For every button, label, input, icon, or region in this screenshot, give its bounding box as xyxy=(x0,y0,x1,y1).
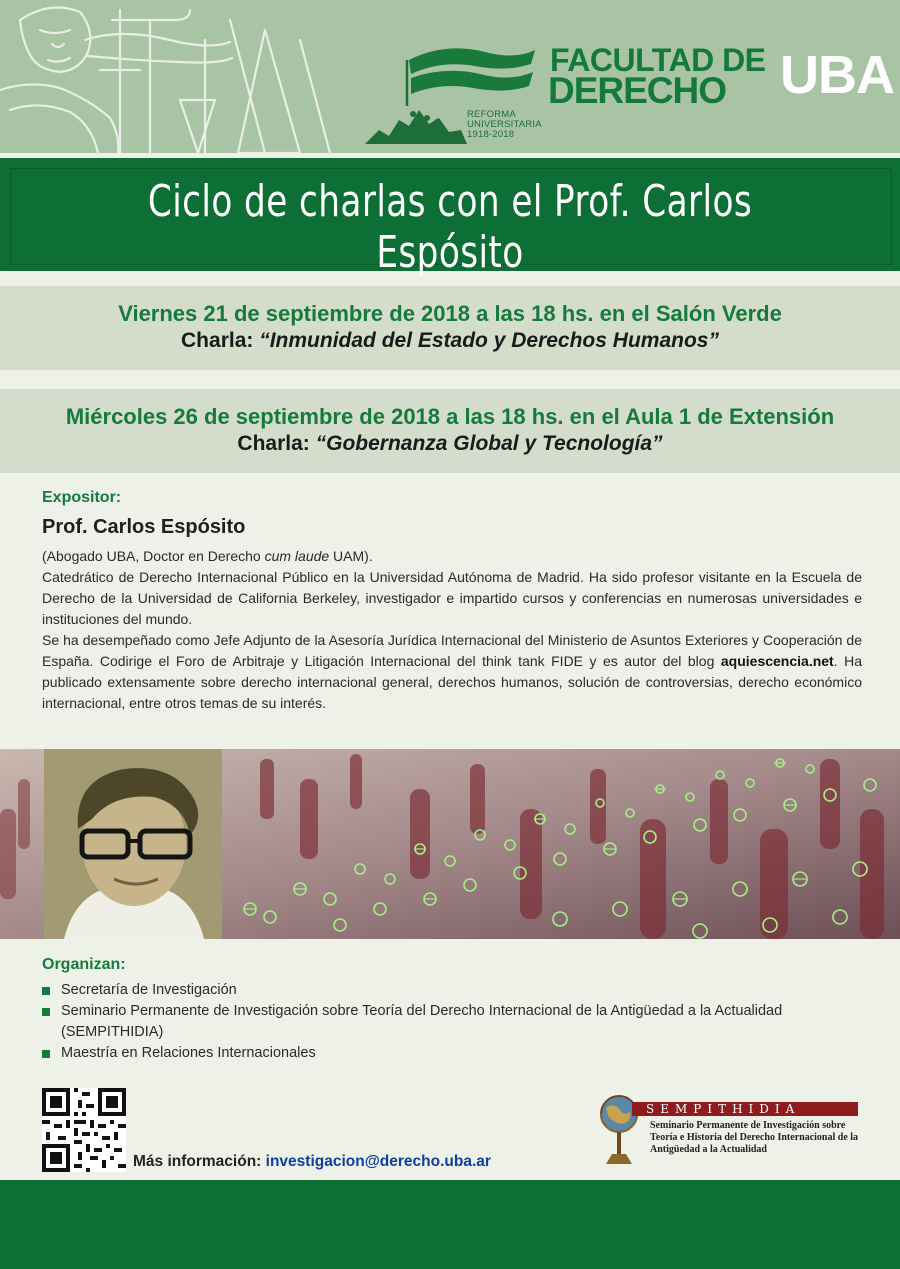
talk-2-title xyxy=(0,431,900,457)
bullet-square-icon xyxy=(42,1050,50,1058)
header xyxy=(0,0,900,153)
expositor-bio xyxy=(42,546,862,714)
credentials-pre: (Abogado UBA, Doctor en Derecho xyxy=(42,548,265,564)
talk-2-band xyxy=(0,389,900,473)
title-band xyxy=(0,158,900,278)
blog-link[interactable]: aquiescencia.net xyxy=(720,653,834,669)
credentials-italic: cum laude xyxy=(264,548,330,564)
talk-2-name: “Gobernanza Global y Tecnología” xyxy=(315,432,663,455)
bullet-square-icon xyxy=(42,1008,50,1016)
uba-logo-text: UBA xyxy=(780,45,894,105)
reforma-line-1: REFORMA xyxy=(467,109,516,120)
page-title: Ciclo de charlas con el Prof. Carlos Espósito xyxy=(147,176,753,278)
faculty-name-line-1: FACULTAD DE xyxy=(550,42,766,78)
justice-figure-illustration xyxy=(0,0,360,153)
bio-paragraph-2-start: Se ha desempeñado como Jefe Adjunto de la Asesoría Jurídica Internacional del Ministerio de Asuntos Exteriores y Cooperación de España. Codirige el Foro de Arbitraje y Litigación Internacional del think tank FIDE y es autor del blog xyxy=(42,632,862,669)
bullet-square-icon xyxy=(42,987,50,995)
organizer-text: Secretaría de Investigación xyxy=(61,982,237,998)
sempithidia-logo xyxy=(594,1090,864,1170)
organizer-item xyxy=(42,1001,872,1043)
talk-2-date: Miércoles 26 de septiembre de 2018 a las 18 hs. en el Aula 1 de Extensión xyxy=(65,404,835,429)
organizer-item xyxy=(42,1043,872,1064)
reforma-line-2: UNIVERSITARIA xyxy=(467,119,542,130)
expositor-name: Prof. Carlos Espósito xyxy=(42,516,246,538)
photo-strip xyxy=(0,749,900,939)
footer-bar xyxy=(0,1180,900,1269)
reforma-caption xyxy=(467,110,542,140)
talk-2-prefix: Charla: xyxy=(237,432,316,455)
talk-1-band xyxy=(0,286,900,370)
speaker-photo xyxy=(44,749,222,939)
sempithidia-banner xyxy=(632,1102,858,1116)
organizer-text: Maestría en Relaciones Internacionales xyxy=(61,1045,316,1061)
organizer-text: Seminario Permanente de Investigación sobre Teoría del Derecho Internacional de la Antigüedad a la Actualidad (SEMPITHIDIA) xyxy=(61,1003,783,1040)
qr-code[interactable] xyxy=(42,1088,126,1172)
contact-label: Más información: xyxy=(133,1153,266,1170)
bio-paragraph-2-end: . Ha publicado extensamente sobre derecho internacional general, derechos humanos, solución de controversias, derecho económico internacional, entre otros temas de su interés. xyxy=(42,653,862,711)
talk-1-date: Viernes 21 de septiembre de 2018 a las 18 hs. en el Salón Verde xyxy=(118,301,782,326)
credentials xyxy=(42,546,862,567)
talk-1-title xyxy=(0,328,900,354)
bio-paragraph-1: Catedrático de Derecho Internacional Público en la Universidad Autónoma de Madrid. Ha sido profesor visitante en la Escuela de Derecho de la Universidad de California Berkeley, investigador e impartido cursos y conferencias en numerosas universidades e instituciones del mundo. xyxy=(42,569,862,627)
speaker-portrait xyxy=(44,749,222,939)
credentials-post: UAM). xyxy=(329,548,373,564)
contact-email-link[interactable]: investigacion@derecho.uba.ar xyxy=(265,1153,491,1170)
bio-paragraph-2 xyxy=(42,630,862,714)
sempithidia-name: SEMPITHIDIA xyxy=(646,1102,801,1116)
talk-1-name: “Inmunidad del Estado y Derechos Humanos” xyxy=(259,329,719,352)
faculty-name-line-2: DERECHO xyxy=(548,70,727,111)
organizers-label: Organizan: xyxy=(42,956,126,973)
organizer-item xyxy=(42,980,872,1001)
contact-line xyxy=(133,1153,491,1171)
expositor-label: Expositor: xyxy=(42,489,122,506)
sempithidia-description: Seminario Permanente de Investigación sobre Teoría e Historia del Derecho Internacional de la Antigüedad a la Actualidad xyxy=(650,1120,859,1155)
reforma-years: 1918-2018 xyxy=(467,129,515,140)
organizers-list xyxy=(42,980,872,1064)
talk-1-prefix: Charla: xyxy=(181,329,260,352)
